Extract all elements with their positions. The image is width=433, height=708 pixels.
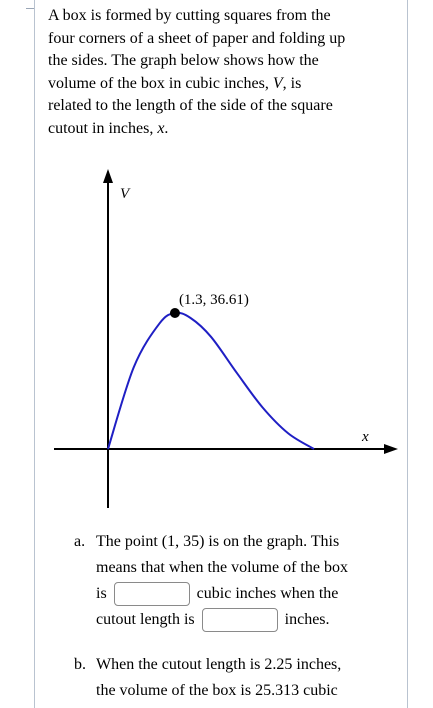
intro-line-5: related to the length of the side of the square [48, 97, 333, 114]
question-a [74, 529, 400, 633]
question-a-marker: a. [74, 533, 86, 550]
question-b-marker: b. [74, 656, 86, 673]
volume-curve [108, 313, 314, 449]
max-point [170, 308, 180, 318]
y-axis-label: V [120, 186, 130, 202]
volume-graph [44, 163, 404, 515]
volume-variable: V [272, 74, 283, 92]
question-a-text-4: cubic inches when the [196, 585, 339, 602]
x-axis-arrow-icon [384, 444, 398, 454]
length-variable: x [157, 119, 165, 137]
question-a-text-6: inches. [284, 611, 330, 628]
question-b-text-1: When the cutout length is 2.25 inches, [96, 656, 342, 673]
intro-line-4-end: , is [282, 74, 302, 92]
question-a-text-2: means that when the volume of the box [96, 559, 348, 576]
max-point-label: (1.3, 36.61) [178, 292, 249, 308]
question-b [74, 652, 400, 704]
axes [54, 169, 398, 508]
intro-line-6-end: . [164, 119, 169, 137]
length-answer-input[interactable] [202, 608, 278, 632]
intro-line-4: volume of the box in cubic inches, [48, 74, 273, 92]
intro-line-2: four corners of a sheet of paper and folding up [48, 29, 346, 47]
problem-intro [48, 5, 393, 140]
question-a-text-3: is [96, 585, 107, 602]
intro-line-3: the sides. The graph below shows how the [48, 52, 319, 69]
question-b-text-2: the volume of the box is 25.313 cubic [96, 682, 338, 699]
intro-line-6: cutout in inches, [48, 119, 158, 137]
x-axis-label: x [362, 429, 369, 445]
intro-line-1: A box is formed by cutting squares from the [48, 7, 331, 24]
question-a-text-5: cutout length is [96, 611, 195, 628]
volume-answer-input[interactable] [114, 582, 190, 606]
y-axis-arrow-icon [103, 169, 113, 183]
page-edge-tick [26, 8, 34, 9]
question-a-text-1: The point (1, 35) is on the graph. This [96, 533, 340, 550]
